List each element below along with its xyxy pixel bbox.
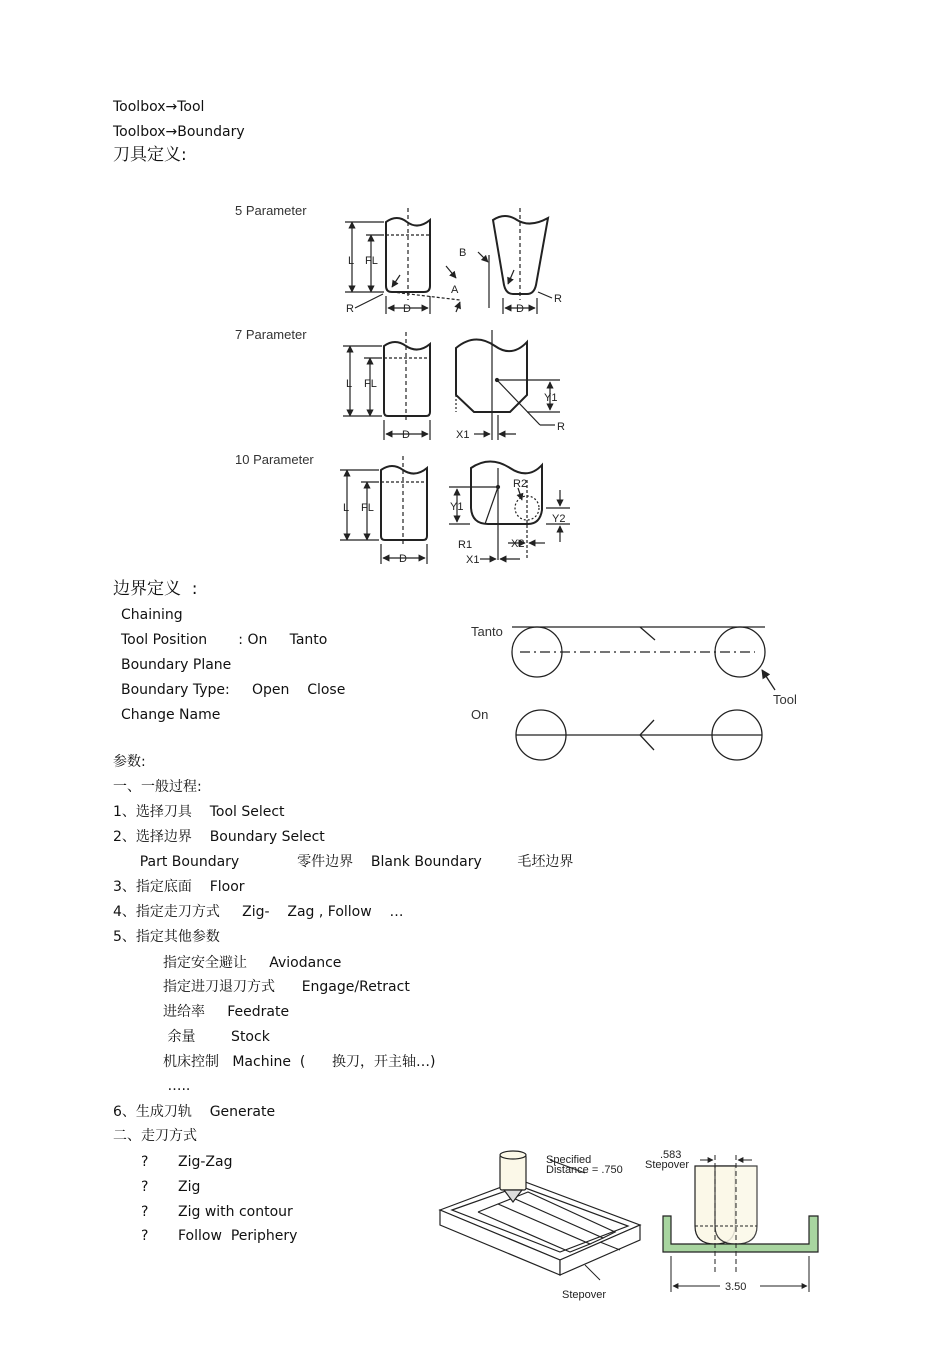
- width-value: 3.50: [725, 1281, 747, 1293]
- dim-FL: FL: [365, 255, 378, 267]
- boundary-item-type: Boundary Type: Open Close: [121, 682, 346, 698]
- dim-X1: X1: [456, 429, 470, 441]
- step-4: 4、指定走刀方式 Zig- Zag , Follow …: [113, 904, 404, 920]
- dim-L: L: [348, 255, 355, 267]
- dim-X2: X2: [511, 538, 525, 550]
- sub-step-feedrate: 进给率 Feedrate: [163, 1004, 290, 1020]
- cut-method-bullet: ?: [141, 1204, 149, 1220]
- sub-step-stock: 余量 Stock: [163, 1029, 270, 1045]
- dim-D: D: [399, 553, 407, 565]
- dim-L: L: [343, 502, 350, 514]
- dim-X1: X1: [466, 554, 480, 566]
- boundary-item-plane: Boundary Plane: [121, 657, 232, 673]
- cut-method-zig: Zig: [178, 1179, 201, 1195]
- dim-FL: FL: [361, 502, 374, 514]
- boundary-item-tool-position: Tool Position : On Tanto: [121, 632, 328, 648]
- dim-Y1: Y1: [544, 392, 558, 404]
- param-label-7: 7 Parameter: [235, 327, 307, 342]
- dim-R: R: [557, 421, 565, 433]
- dim-R: R: [554, 293, 562, 305]
- step-6: 6、生成刀轨 Generate: [113, 1104, 276, 1120]
- boundary-item-chaining: Chaining: [121, 607, 183, 623]
- tanto-label: Tanto: [471, 624, 503, 639]
- toolbox-boundary-path: Toolbox→Boundary: [113, 124, 245, 140]
- cut-method-bullet: ?: [141, 1154, 149, 1170]
- cut-method-follow-periphery: Follow Periphery: [178, 1228, 298, 1244]
- dim-B: B: [459, 247, 467, 259]
- tool-definition-heading: 刀具定义:: [113, 145, 187, 165]
- dim-Y1: Y1: [450, 501, 464, 513]
- boundary-definition-heading: 边界定义 :: [113, 579, 198, 599]
- step-1: 1、选择刀具 Tool Select: [113, 804, 285, 820]
- cut-method-zig-contour: Zig with contour: [178, 1204, 293, 1220]
- step-2: 2、选择边界 Boundary Select: [113, 829, 325, 845]
- stepover-label-right: Stepover: [645, 1159, 690, 1171]
- boundary-item-change-name: Change Name: [121, 707, 221, 723]
- stepover-value: .583: [660, 1149, 682, 1161]
- sub-step-avoidance: 指定安全避让 Aviodance: [163, 955, 342, 971]
- specified-label: Specified: [546, 1154, 592, 1166]
- sub-step-engage: 指定进刀退刀方式 Engage/Retract: [163, 979, 410, 995]
- params-heading: 参数:: [113, 754, 146, 770]
- dim-A: A: [451, 284, 459, 296]
- dim-D: D: [516, 303, 524, 315]
- sub-step-machine: 机床控制 Machine ( 换刀，开主轴…): [163, 1054, 436, 1070]
- cut-method-bullet: ?: [141, 1179, 149, 1195]
- cut-methods-heading: 二、走刀方式: [113, 1128, 197, 1144]
- on-label: On: [471, 707, 489, 722]
- toolbox-tool-path: Toolbox→Tool: [113, 99, 205, 115]
- sub-step-ellipsis: …..: [163, 1078, 191, 1094]
- dim-R1: R1: [458, 539, 473, 551]
- dim-R: R: [346, 303, 354, 315]
- dim-R2: R2: [513, 478, 528, 490]
- distance-label: Distance = .750: [546, 1164, 623, 1176]
- dim-L: L: [346, 378, 353, 390]
- dim-D: D: [402, 429, 410, 441]
- stepover-label-left: Stepover: [562, 1289, 607, 1301]
- param-label-10: 10 Parameter: [235, 452, 314, 467]
- step-5: 5、指定其他参数: [113, 929, 220, 945]
- step-3: 3、指定底面 Floor: [113, 879, 245, 895]
- dim-FL: FL: [364, 378, 377, 390]
- general-process-heading: 一、一般过程:: [113, 779, 202, 795]
- dim-Y2: Y2: [552, 513, 566, 525]
- step-2-detail: Part Boundary 零件边界 Blank Boundary 毛坯边界: [113, 854, 574, 870]
- tool-label: Tool: [773, 692, 797, 707]
- cut-method-bullet: ?: [141, 1228, 149, 1244]
- dim-D: D: [403, 303, 411, 315]
- param-label-5: 5 Parameter: [235, 203, 307, 218]
- cut-method-zig-zag: Zig-Zag: [178, 1154, 233, 1170]
